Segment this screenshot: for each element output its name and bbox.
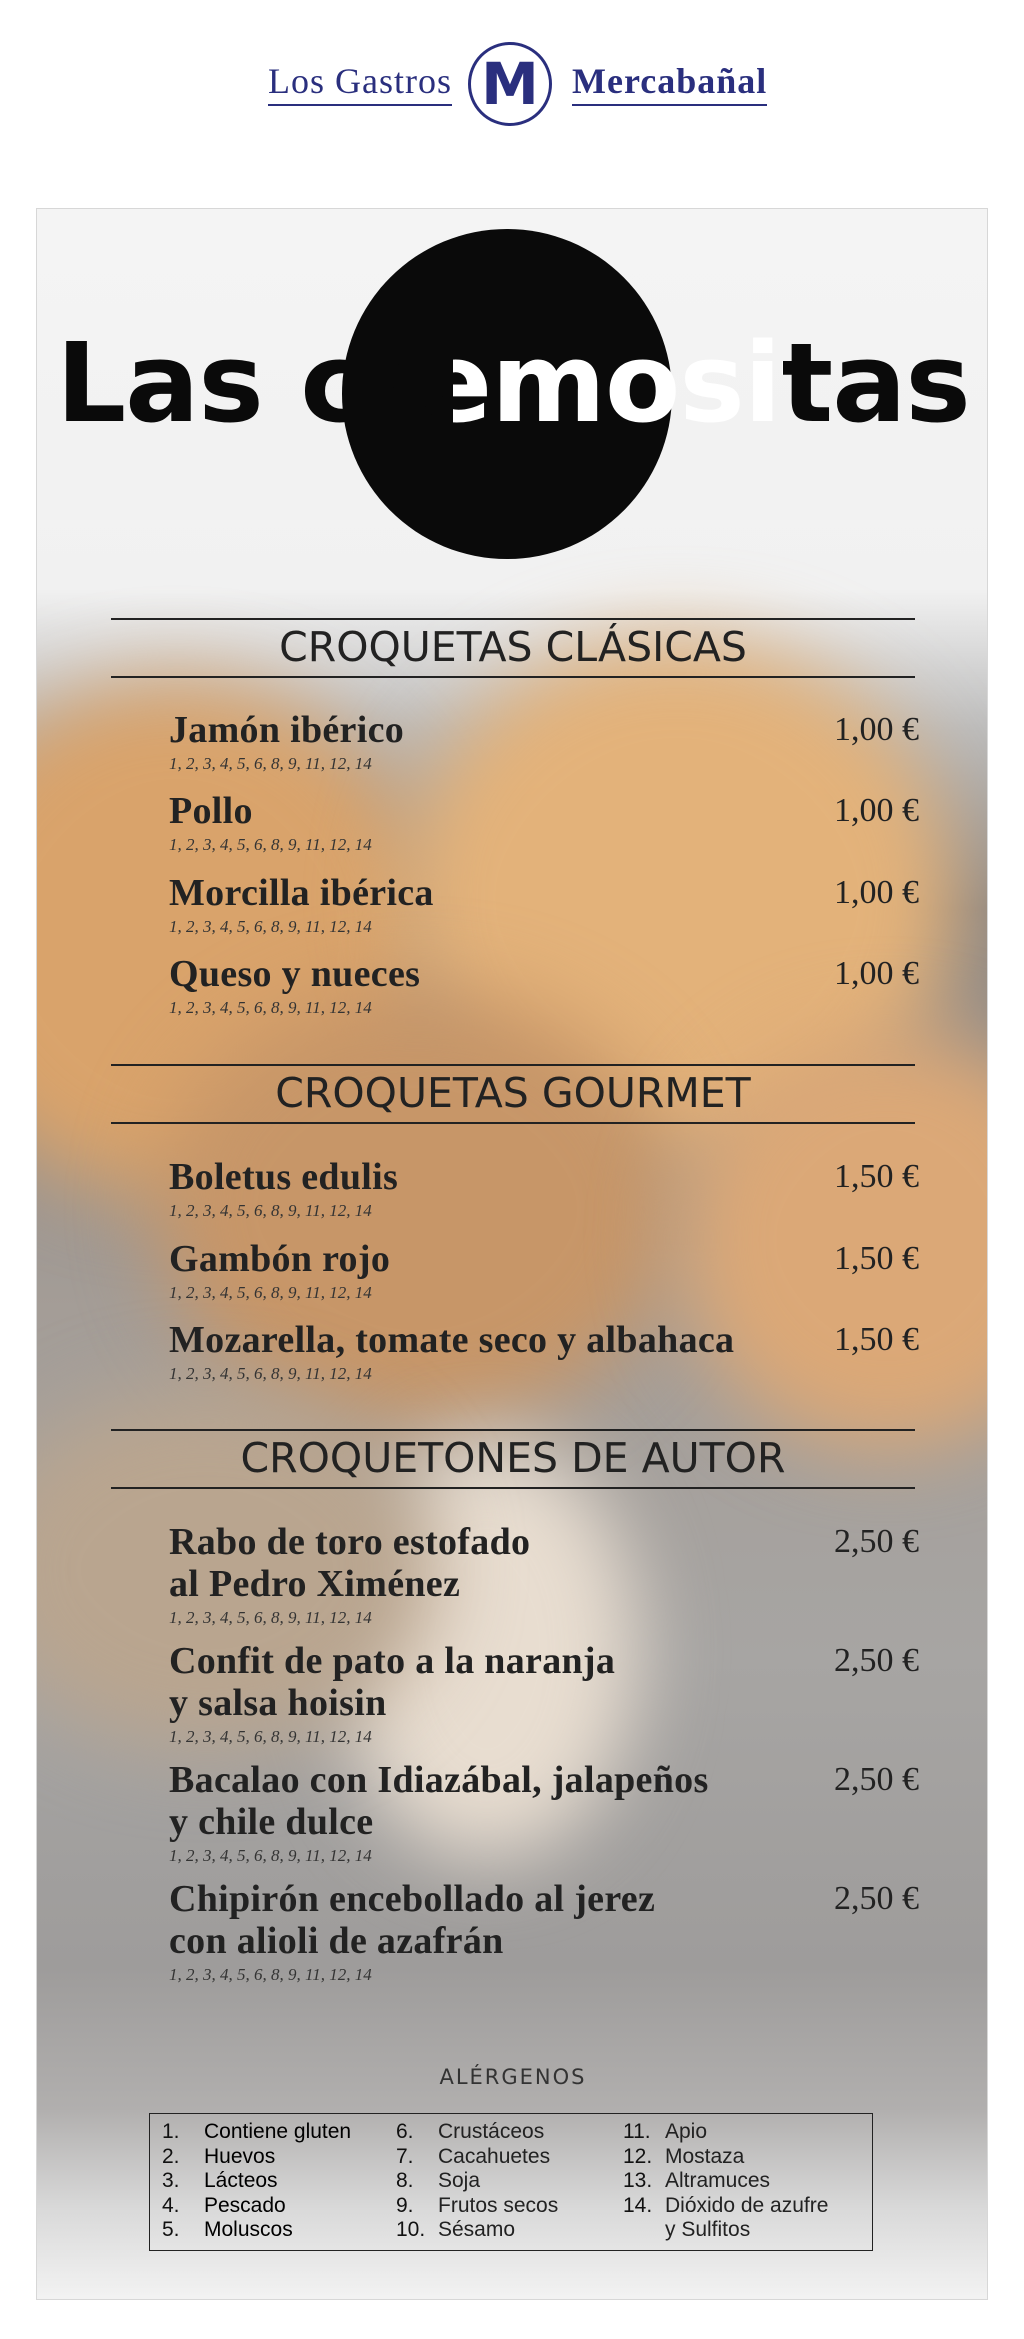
logo-word-2: cremositas (300, 319, 970, 447)
section-header (111, 618, 915, 678)
section-title: CROQUETAS GOURMET (275, 1069, 751, 1117)
item-allergens: 1, 2, 3, 4, 5, 6, 8, 9, 11, 12, 14 (169, 998, 372, 1017)
item-name: Jamón ibérico (169, 709, 405, 751)
item-allergens: 1, 2, 3, 4, 5, 6, 8, 9, 11, 12, 14 (169, 1846, 372, 1865)
menu-item (169, 1878, 919, 1986)
section-rule (111, 1122, 915, 1124)
allergen-item (396, 2169, 481, 2194)
item-name-line-1: Confit de pato a la naranja (169, 1640, 616, 1682)
allergens-legend (149, 2113, 873, 2251)
item-name-line-2: al Pedro Ximénez (169, 1563, 461, 1605)
allergen-number: 1. (162, 2120, 180, 2143)
allergen-label: Mostaza (665, 2144, 745, 2168)
item-price: 1,50 € (834, 1321, 919, 1358)
allergen-label: Moluscos (204, 2218, 293, 2241)
allergen-item (623, 2193, 829, 2219)
item-price: 1,00 € (834, 955, 919, 992)
item-price: 1,50 € (834, 1158, 919, 1195)
item-allergens: 1, 2, 3, 4, 5, 6, 8, 9, 11, 12, 14 (169, 1201, 372, 1220)
allergen-number: 4. (162, 2193, 180, 2217)
allergens-column-1 (162, 2120, 352, 2243)
allergen-label: Contiene gluten (204, 2120, 352, 2143)
menu-item (169, 790, 919, 856)
item-price: 2,50 € (834, 1642, 919, 1679)
allergen-number: 13. (623, 2169, 653, 2192)
section-rule (111, 676, 915, 678)
allergen-item (162, 2120, 352, 2145)
menu-item (169, 1319, 919, 1385)
allergen-item (396, 2193, 559, 2219)
menu-item (169, 1759, 919, 1867)
section-header (111, 1064, 915, 1124)
allergen-number: 7. (396, 2144, 414, 2168)
allergen-label: Dióxido de azufre (665, 2193, 829, 2217)
item-allergens: 1, 2, 3, 4, 5, 6, 8, 9, 11, 12, 14 (169, 754, 372, 773)
allergens-column-3 (623, 2120, 829, 2243)
allergen-label: Cacahuetes (438, 2144, 551, 2168)
allergen-number: 10. (396, 2218, 426, 2241)
allergen-label: y Sulfitos (665, 2218, 751, 2241)
item-price: 2,50 € (834, 1523, 919, 1560)
allergen-item (396, 2218, 516, 2243)
item-allergens: 1, 2, 3, 4, 5, 6, 8, 9, 11, 12, 14 (169, 1608, 372, 1627)
brand-header (0, 40, 1024, 135)
item-allergens: 1, 2, 3, 4, 5, 6, 8, 9, 11, 12, 14 (169, 835, 372, 854)
allergen-item (162, 2144, 276, 2170)
menu-item (169, 1521, 919, 1629)
allergen-label: Lácteos (204, 2169, 278, 2192)
item-allergens: 1, 2, 3, 4, 5, 6, 8, 9, 11, 12, 14 (169, 1965, 372, 1984)
item-price: 2,50 € (834, 1761, 919, 1798)
allergen-item (623, 2218, 751, 2243)
menu-panel (36, 208, 988, 2300)
allergen-item (162, 2218, 293, 2243)
allergen-number: 6. (396, 2120, 414, 2143)
allergen-item (396, 2120, 545, 2145)
item-allergens: 1, 2, 3, 4, 5, 6, 8, 9, 11, 12, 14 (169, 1364, 372, 1383)
allergen-label: Soja (438, 2169, 481, 2192)
section-header (111, 1429, 915, 1489)
item-allergens: 1, 2, 3, 4, 5, 6, 8, 9, 11, 12, 14 (169, 1283, 372, 1302)
brand-name-right: Mercabañal (572, 60, 767, 106)
allergens-column-2 (396, 2120, 559, 2243)
item-name: Queso y nueces (169, 953, 421, 995)
item-allergens: 1, 2, 3, 4, 5, 6, 8, 9, 11, 12, 14 (169, 1727, 372, 1746)
logo-word-1: Las (56, 319, 263, 447)
allergen-label: Pescado (204, 2193, 286, 2217)
item-name: Mozarella, tomate seco y albahaca (169, 1319, 735, 1361)
allergen-label: Altramuces (665, 2169, 771, 2192)
brand-logo-letter: M (481, 50, 539, 118)
brand-logo-icon (468, 42, 552, 126)
allergen-item (162, 2169, 278, 2194)
allergen-item (162, 2193, 286, 2219)
section-title: CROQUETONES DE AUTOR (240, 1434, 786, 1482)
allergen-label: Huevos (204, 2144, 276, 2168)
item-name-line-1: Bacalao con Idiazábal, jalapeños (169, 1759, 709, 1801)
allergen-label: Crustáceos (438, 2120, 545, 2143)
allergen-number: 2. (162, 2144, 180, 2168)
item-name-line-1: Rabo de toro estofado (169, 1521, 531, 1563)
item-name-line-2: y salsa hoisin (169, 1682, 387, 1724)
menu-item (169, 872, 919, 938)
allergen-item (623, 2120, 708, 2145)
allergen-label: Frutos secos (438, 2193, 559, 2217)
section-title: CROQUETAS CLÁSICAS (279, 623, 747, 671)
menu-item (169, 1238, 919, 1304)
allergen-number: 8. (396, 2169, 414, 2192)
item-price: 1,50 € (834, 1240, 919, 1277)
allergen-label: Apio (665, 2120, 708, 2143)
item-price: 1,00 € (834, 874, 919, 911)
item-price: 2,50 € (834, 1880, 919, 1917)
menu-item (169, 1156, 919, 1222)
item-name-line-1: Chipirón encebollado al jerez (169, 1878, 656, 1920)
allergen-number: 3. (162, 2169, 180, 2192)
allergen-item (396, 2144, 551, 2170)
menu-item (169, 953, 919, 1019)
item-price: 1,00 € (834, 711, 919, 748)
allergen-number: 14. (623, 2193, 653, 2217)
logo-title (37, 319, 988, 447)
allergen-label: Sésamo (438, 2218, 516, 2241)
allergen-item (623, 2144, 745, 2170)
allergen-number: 12. (623, 2144, 653, 2168)
allergen-item (623, 2169, 771, 2194)
item-name: Pollo (169, 790, 253, 832)
allergen-number: 9. (396, 2193, 414, 2217)
allergens-title: ALÉRGENOS (439, 2065, 587, 2089)
menu-item (169, 709, 919, 775)
item-name: Morcilla ibérica (169, 872, 434, 914)
item-allergens: 1, 2, 3, 4, 5, 6, 8, 9, 11, 12, 14 (169, 917, 372, 936)
brand-name-left: Los Gastros (268, 60, 452, 106)
menu-item (169, 1640, 919, 1748)
item-price: 1,00 € (834, 792, 919, 829)
allergen-number: 11. (623, 2120, 651, 2143)
item-name-line-2: con alioli de azafrán (169, 1920, 504, 1962)
item-name-line-2: y chile dulce (169, 1801, 374, 1843)
allergen-number: 5. (162, 2218, 180, 2241)
item-name: Gambón rojo (169, 1238, 391, 1280)
section-rule (111, 1487, 915, 1489)
item-name: Boletus edulis (169, 1156, 399, 1198)
